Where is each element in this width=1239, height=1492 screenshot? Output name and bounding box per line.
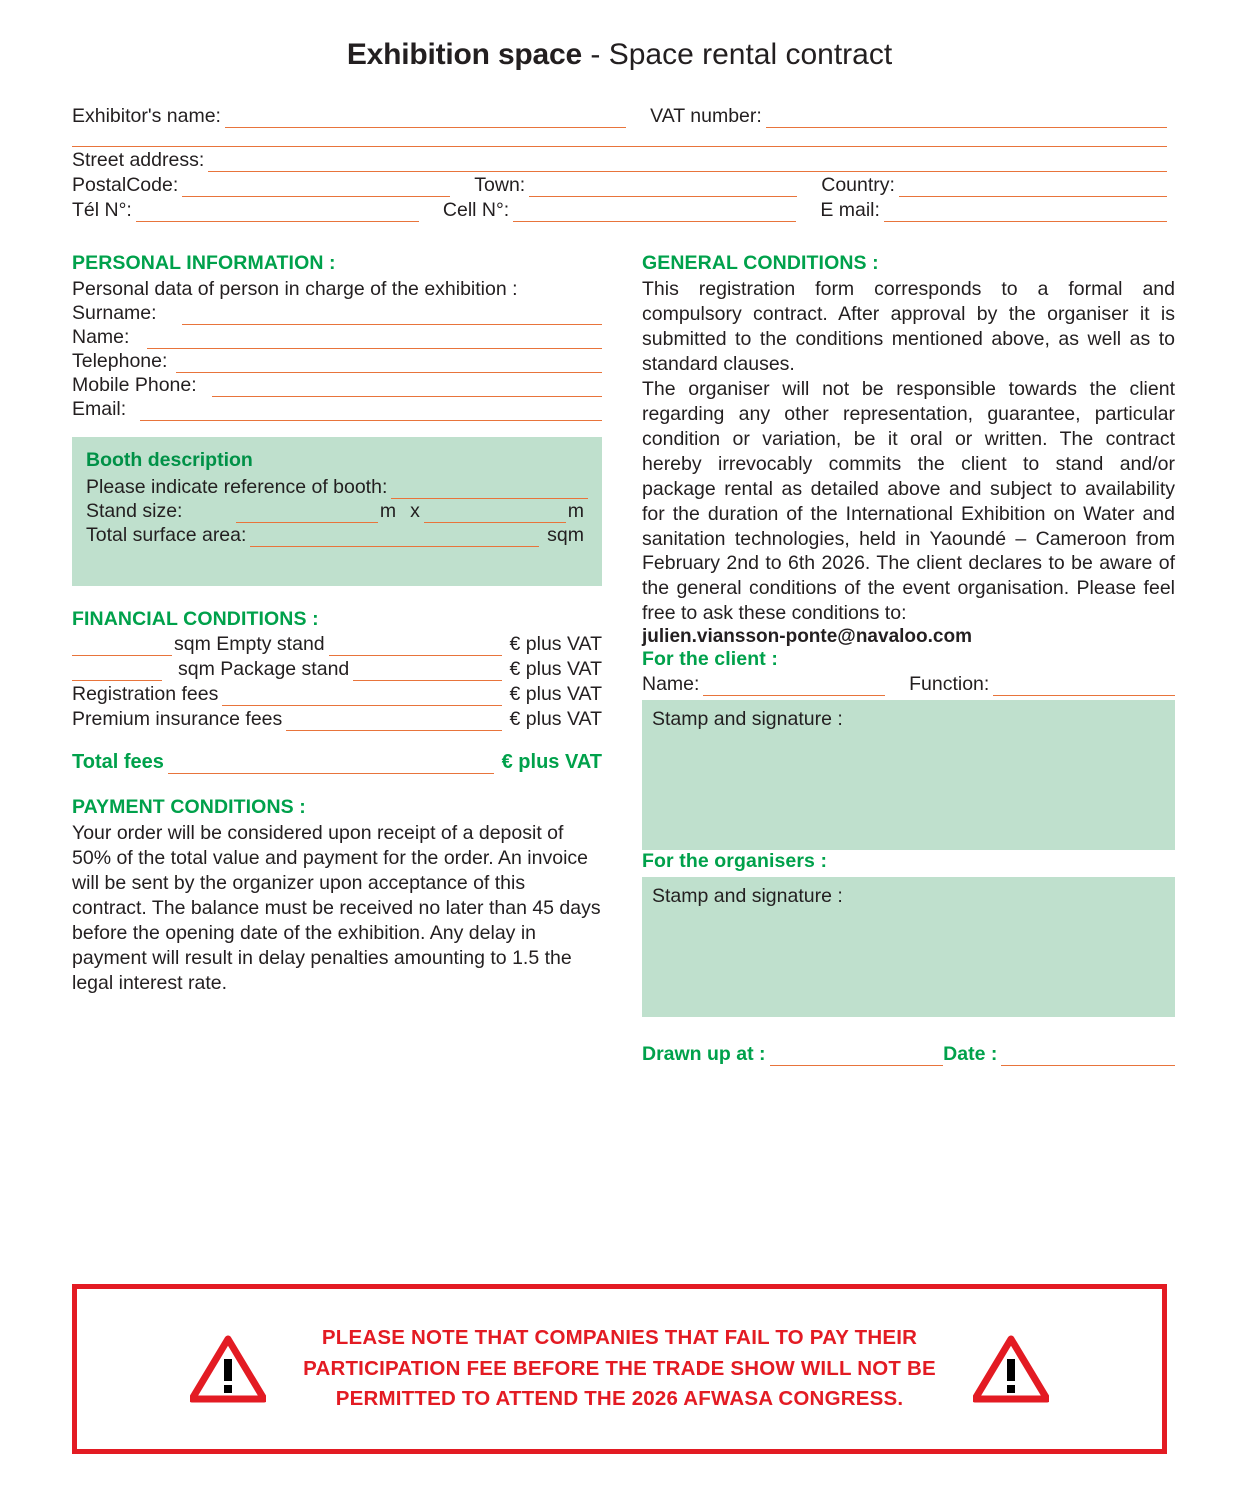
personal-email-label: Email: bbox=[72, 397, 127, 420]
date-label: Date : bbox=[943, 1043, 998, 1066]
client-signature-box[interactable] bbox=[642, 700, 1175, 850]
total-surface-row bbox=[86, 524, 588, 547]
for-the-organisers-heading: For the organisers : bbox=[642, 850, 828, 873]
premium-insurance-vat-note: € plus VAT bbox=[509, 707, 602, 730]
postal-town-country-row bbox=[72, 174, 1167, 197]
empty-stand-amount-input[interactable] bbox=[329, 639, 502, 656]
mobile-phone-label: Mobile Phone: bbox=[72, 373, 197, 396]
warning-line-3: PERMITTED TO ATTEND THE 2026 AFWASA CONGRESS. bbox=[335, 1387, 904, 1411]
address-overflow-input[interactable] bbox=[72, 130, 1167, 147]
booth-reference-input[interactable] bbox=[391, 482, 588, 499]
payment-conditions-text: Your order will be considered upon receipt of a deposit of 50% of the total value and payment for the order. An invoice will be sent by the organizer upon acceptance of this contract. The balance must be received no later than 45 days before the opening date of the exhibition. Any delay in payment will result in delay penalties amounting to 1.5 the legal interest rate. bbox=[72, 821, 601, 994]
street-address-row bbox=[72, 149, 1167, 172]
stand-size-width-input[interactable] bbox=[236, 506, 378, 523]
empty-stand-label: sqm Empty stand bbox=[174, 632, 325, 655]
personal-information-heading: PERSONAL INFORMATION : bbox=[72, 252, 336, 274]
address-overflow-row bbox=[72, 130, 1167, 147]
surname-row bbox=[72, 302, 602, 325]
total-fees-label: Total fees bbox=[72, 750, 164, 773]
package-stand-vat-note: € plus VAT bbox=[509, 657, 602, 680]
personal-email-input[interactable] bbox=[140, 404, 602, 421]
page-title bbox=[0, 38, 1239, 71]
postal-code-input[interactable] bbox=[182, 180, 450, 197]
drawn-up-row bbox=[642, 1043, 1175, 1066]
payment-conditions-section bbox=[72, 796, 602, 996]
mobile-phone-input[interactable] bbox=[212, 380, 602, 397]
contract-page bbox=[0, 38, 1239, 1492]
name-label: Name: bbox=[72, 325, 130, 348]
warning-triangle-icon-left bbox=[183, 1335, 273, 1403]
tel-label: Tél N°: bbox=[72, 199, 132, 221]
stand-size-row bbox=[86, 500, 588, 523]
telephone-label: Telephone: bbox=[72, 349, 168, 372]
two-column-body bbox=[72, 252, 1175, 1066]
client-name-label: Name: bbox=[642, 673, 700, 696]
telephone-input[interactable] bbox=[176, 356, 602, 373]
package-stand-label: sqm Package stand bbox=[178, 657, 350, 680]
payment-conditions-heading: PAYMENT CONDITIONS : bbox=[72, 795, 306, 818]
warning-line-1: PLEASE NOTE THAT COMPANIES THAT FAIL TO PAY THEIR bbox=[321, 1325, 918, 1349]
general-conditions-paragraph-1: This registration form corresponds to a formal and compulsory contract. After approval by the organiser it is submitted to the conditions mentioned above, as well as to standard clauses. bbox=[642, 278, 1175, 375]
general-conditions-heading: GENERAL CONDITIONS : bbox=[642, 252, 879, 274]
registration-fees-row bbox=[72, 683, 602, 706]
country-label: Country: bbox=[821, 174, 895, 196]
exhibitor-name-input[interactable] bbox=[225, 111, 626, 128]
package-stand-amount-input[interactable] bbox=[353, 664, 501, 681]
email-input[interactable] bbox=[884, 205, 1167, 222]
warning-triangle-icon-right bbox=[966, 1335, 1056, 1403]
personal-email-row bbox=[72, 398, 602, 421]
registration-fees-vat-note: € plus VAT bbox=[509, 682, 602, 705]
premium-insurance-row bbox=[72, 708, 602, 731]
total-fees-row bbox=[72, 751, 602, 774]
name-row bbox=[72, 326, 602, 349]
identity-block bbox=[72, 105, 1167, 222]
date-input[interactable] bbox=[1001, 1049, 1175, 1066]
booth-reference-label: Please indicate reference of booth: bbox=[86, 475, 388, 498]
stand-size-unit-width: m bbox=[379, 499, 397, 522]
empty-stand-vat-note: € plus VAT bbox=[509, 632, 602, 655]
financial-conditions-section bbox=[72, 608, 602, 774]
empty-stand-row bbox=[72, 633, 602, 656]
vat-number-label: VAT number: bbox=[650, 105, 762, 127]
street-address-label: Street address: bbox=[72, 149, 205, 171]
client-name-function-row bbox=[642, 673, 1175, 696]
client-stamp-label: Stamp and signature : bbox=[652, 708, 843, 731]
street-address-input[interactable] bbox=[208, 155, 1167, 172]
total-fees-input[interactable] bbox=[168, 757, 494, 774]
registration-fees-input[interactable] bbox=[222, 689, 501, 706]
surname-input[interactable] bbox=[182, 308, 602, 325]
name-input[interactable] bbox=[147, 332, 602, 349]
town-input[interactable] bbox=[529, 180, 797, 197]
registration-fees-label: Registration fees bbox=[72, 682, 219, 705]
booth-description-box bbox=[72, 437, 602, 586]
right-column bbox=[642, 252, 1175, 1066]
drawn-up-at-label: Drawn up at : bbox=[642, 1043, 766, 1066]
email-label: E mail: bbox=[820, 199, 880, 221]
package-stand-qty-input[interactable] bbox=[72, 664, 162, 681]
left-column bbox=[72, 252, 602, 1066]
page-title-bold: Exhibition space bbox=[346, 38, 583, 71]
phone-email-row bbox=[72, 199, 1167, 222]
town-label: Town: bbox=[474, 174, 526, 196]
stand-size-label: Stand size: bbox=[86, 499, 183, 522]
stand-size-unit-depth: m bbox=[567, 499, 584, 522]
warning-banner bbox=[72, 1284, 1167, 1454]
client-function-label: Function: bbox=[909, 673, 990, 696]
total-surface-unit: sqm bbox=[547, 523, 584, 546]
client-function-input[interactable] bbox=[993, 679, 1175, 696]
page-title-light: Space rental contract bbox=[608, 38, 893, 71]
organiser-contact-email[interactable]: julien.viansson-ponte@navaloo.com bbox=[642, 626, 972, 648]
organisers-signature-box[interactable] bbox=[642, 877, 1175, 1017]
premium-insurance-input[interactable] bbox=[286, 714, 501, 731]
premium-insurance-label: Premium insurance fees bbox=[72, 707, 283, 730]
total-fees-vat-note: € plus VAT bbox=[501, 750, 602, 773]
total-surface-label: Total surface area: bbox=[86, 523, 247, 546]
warning-line-2: PARTICIPATION FEE BEFORE THE TRADE SHOW WILL NOT BE bbox=[303, 1356, 936, 1380]
financial-conditions-heading: FINANCIAL CONDITIONS : bbox=[72, 607, 319, 630]
package-stand-row bbox=[72, 658, 602, 681]
telephone-row bbox=[72, 350, 602, 373]
empty-stand-qty-input[interactable] bbox=[72, 639, 172, 656]
page-title-dash: - bbox=[582, 38, 609, 71]
country-input[interactable] bbox=[899, 180, 1167, 197]
postal-code-label: PostalCode: bbox=[72, 174, 179, 196]
total-surface-input[interactable] bbox=[250, 530, 539, 547]
surname-label: Surname: bbox=[72, 301, 157, 324]
exhibitor-name-label: Exhibitor's name: bbox=[72, 105, 221, 127]
personal-information-intro: Personal data of person in charge of the exhibition : bbox=[72, 278, 518, 300]
cell-input[interactable] bbox=[513, 205, 796, 222]
warning-text bbox=[273, 1323, 966, 1415]
booth-description-heading: Booth description bbox=[86, 448, 253, 471]
stand-size-depth-input[interactable] bbox=[424, 506, 566, 523]
exhibitor-name-row bbox=[72, 105, 1167, 128]
general-conditions-paragraph-2: The organiser will not be responsible towards the client regarding any other representation, guarantee, particular condition or variation, be it oral or written. The contract hereby irrevocably commits the client to stand and/or package rental as detailed above and subject to availability for the duration of the International Exhibition on Water and sanitation technologies, held in Yaoundé – Cameroon from February 2nd to 6th 2026. The client declares to be aware of the general conditions of the event organisation. Please feel free to ask these conditions to: bbox=[642, 377, 1175, 625]
drawn-up-at-input[interactable] bbox=[770, 1049, 944, 1066]
vat-number-input[interactable] bbox=[766, 111, 1167, 128]
for-the-client-heading: For the client : bbox=[642, 648, 778, 671]
cell-label: Cell N°: bbox=[442, 199, 510, 221]
client-name-input[interactable] bbox=[703, 679, 885, 696]
stand-size-times: x bbox=[410, 499, 420, 522]
tel-input[interactable] bbox=[136, 205, 419, 222]
mobile-phone-row bbox=[72, 374, 602, 397]
organisers-stamp-label: Stamp and signature : bbox=[652, 885, 843, 908]
booth-reference-row bbox=[86, 476, 588, 499]
